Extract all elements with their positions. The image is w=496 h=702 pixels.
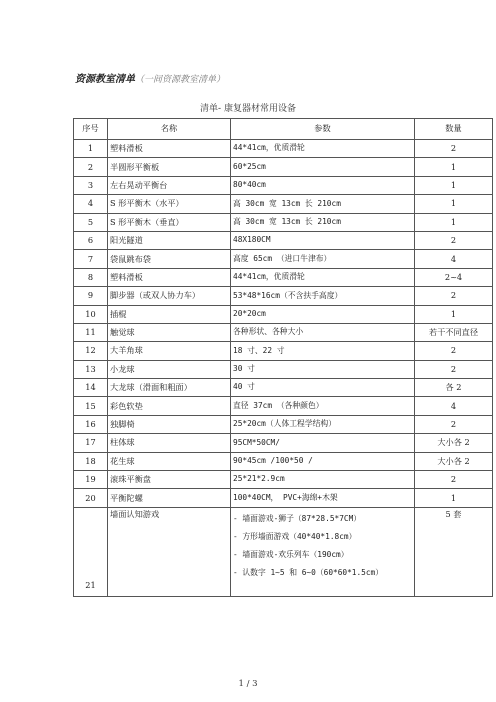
cell-qty: 2 — [415, 415, 493, 433]
table-row — [74, 176, 493, 194]
table-row — [74, 452, 493, 470]
table-row — [74, 213, 493, 231]
cell-no: 3 — [74, 176, 108, 194]
cell-param: 44*41cm，优质滑轮 — [231, 140, 415, 158]
cell-param: 高 30cm 宽 13cm 长 210cm — [231, 213, 415, 231]
equipment-table — [73, 118, 493, 597]
cell-qty: 2 — [415, 360, 493, 378]
cell-name: 脚步器（或双人协力车） — [108, 287, 231, 305]
table-row — [74, 360, 493, 378]
cell-no: 15 — [74, 397, 108, 415]
cell-qty: 1 — [415, 213, 493, 231]
table-header-row — [74, 119, 493, 140]
cell-param: 60*25cm — [231, 158, 415, 176]
cell-param: 直径 37cm （各种颜色） — [231, 397, 415, 415]
cell-qty: 2 — [415, 231, 493, 249]
cell-no: 1 — [74, 140, 108, 158]
cell-param-list — [231, 507, 415, 596]
cell-no: 21 — [74, 507, 108, 596]
table-row — [74, 195, 493, 213]
cell-param: 18 寸、22 寸 — [231, 342, 415, 360]
cell-no: 13 — [74, 360, 108, 378]
header-no: 序号 — [74, 119, 108, 140]
cell-no: 7 — [74, 250, 108, 268]
cell-no: 17 — [74, 434, 108, 452]
cell-qty: 1 — [415, 305, 493, 323]
table-row — [74, 489, 493, 507]
cell-name: 柱体球 — [108, 434, 231, 452]
param-line: - 方形墙面游戏（40*40*1.8cm） — [233, 531, 357, 541]
cell-name: S 形平衡木（水平） — [108, 195, 231, 213]
cell-qty: 大小各 2 — [415, 452, 493, 470]
cell-no: 18 — [74, 452, 108, 470]
table-row — [74, 268, 493, 286]
cell-no: 12 — [74, 342, 108, 360]
cell-qty: 1 — [415, 489, 493, 507]
cell-name: 袋鼠跳布袋 — [108, 250, 231, 268]
heading-subtitle: （一间资源教室清单） — [135, 75, 226, 85]
cell-param: 48X180CM — [231, 231, 415, 249]
cell-qty: 若干不同直径 — [415, 323, 493, 341]
cell-name: 彩色软垫 — [108, 397, 231, 415]
cell-no: 10 — [74, 305, 108, 323]
cell-param: 25*21*2.9cm — [231, 471, 415, 489]
cell-qty: 4 — [415, 397, 493, 415]
table-row — [74, 158, 493, 176]
cell-param: 高 30cm 宽 13cm 长 210cm — [231, 195, 415, 213]
cell-name: 独脚椅 — [108, 415, 231, 433]
cell-param: 100*40CM， PVC+海绵+木架 — [231, 489, 415, 507]
cell-no: 9 — [74, 287, 108, 305]
table-caption: 清单- 康复器材常用设备 — [200, 104, 296, 114]
table-row — [74, 379, 493, 397]
table-row — [74, 434, 493, 452]
table-row — [74, 287, 493, 305]
cell-no: 19 — [74, 471, 108, 489]
cell-name: 平衡陀螺 — [108, 489, 231, 507]
table-row — [74, 397, 493, 415]
cell-param: 40 寸 — [231, 379, 415, 397]
table-row — [74, 305, 493, 323]
cell-name: 小龙球 — [108, 360, 231, 378]
cell-qty: 1 — [415, 195, 493, 213]
table-row — [74, 342, 493, 360]
cell-param: 90*45cm /100*50 / — [231, 452, 415, 470]
cell-param: 25*20cm（人体工程学结构） — [231, 415, 415, 433]
table-row — [74, 231, 493, 249]
section-heading — [75, 70, 225, 85]
cell-qty: 2 — [415, 342, 493, 360]
page-number: 1 / 3 — [238, 679, 258, 689]
param-line: - 墙面游戏-欢乐列车（190cm） — [233, 549, 349, 559]
table-row — [74, 323, 493, 341]
cell-qty: 大小各 2 — [415, 434, 493, 452]
cell-name: 大龙球（滑面和粗面） — [108, 379, 231, 397]
header-qty: 数量 — [415, 119, 493, 140]
cell-no: 14 — [74, 379, 108, 397]
cell-qty: 1 — [415, 158, 493, 176]
table-row — [74, 415, 493, 433]
cell-name: 墙面认知游戏 — [108, 507, 231, 596]
cell-name: 塑料滑板 — [108, 268, 231, 286]
cell-name: 半圆形平衡板 — [108, 158, 231, 176]
cell-param: 20*20cm — [231, 305, 415, 323]
cell-name: 左右晃动平衡台 — [108, 176, 231, 194]
param-line: - 墙面游戏-狮子（87*28.5*7CM） — [233, 513, 362, 523]
header-param: 参数 — [231, 119, 415, 140]
cell-name: S 形平衡木（垂直） — [108, 213, 231, 231]
cell-no: 8 — [74, 268, 108, 286]
cell-qty: 2 — [415, 287, 493, 305]
table-row — [74, 507, 493, 596]
cell-param: 95CM*50CM/ — [231, 434, 415, 452]
cell-param: 44*41cm，优质滑轮 — [231, 268, 415, 286]
cell-name: 大羊角球 — [108, 342, 231, 360]
cell-param: 高度 65cm （进口牛津布） — [231, 250, 415, 268]
cell-name: 触觉球 — [108, 323, 231, 341]
cell-name: 滚珠平衡盘 — [108, 471, 231, 489]
cell-name: 阳光隧道 — [108, 231, 231, 249]
cell-qty: 2~4 — [415, 268, 493, 286]
heading-title: 资源教室清单 — [75, 74, 135, 85]
cell-no: 6 — [74, 231, 108, 249]
cell-param: 53*48*16cm（不含扶手高度） — [231, 287, 415, 305]
table-row — [74, 250, 493, 268]
cell-no: 2 — [74, 158, 108, 176]
cell-param: 80*40cm — [231, 176, 415, 194]
cell-no: 20 — [74, 489, 108, 507]
table-row — [74, 140, 493, 158]
cell-qty: 1 — [415, 176, 493, 194]
cell-param: 各种形状、各种大小 — [231, 323, 415, 341]
cell-no: 11 — [74, 323, 108, 341]
cell-no: 5 — [74, 213, 108, 231]
cell-qty: 4 — [415, 250, 493, 268]
cell-qty: 5 套 — [415, 507, 493, 596]
table-body — [74, 140, 493, 508]
table-row — [74, 471, 493, 489]
cell-qty: 各 2 — [415, 379, 493, 397]
cell-no: 4 — [74, 195, 108, 213]
cell-name: 塑料滑板 — [108, 140, 231, 158]
cell-qty: 2 — [415, 471, 493, 489]
param-line: - 认数字 1~5 和 6~0（60*60*1.5cm） — [233, 567, 384, 577]
cell-name: 花生球 — [108, 452, 231, 470]
cell-no: 16 — [74, 415, 108, 433]
cell-param: 30 寸 — [231, 360, 415, 378]
cell-qty: 2 — [415, 140, 493, 158]
cell-name: 插棍 — [108, 305, 231, 323]
header-name: 名称 — [108, 119, 231, 140]
